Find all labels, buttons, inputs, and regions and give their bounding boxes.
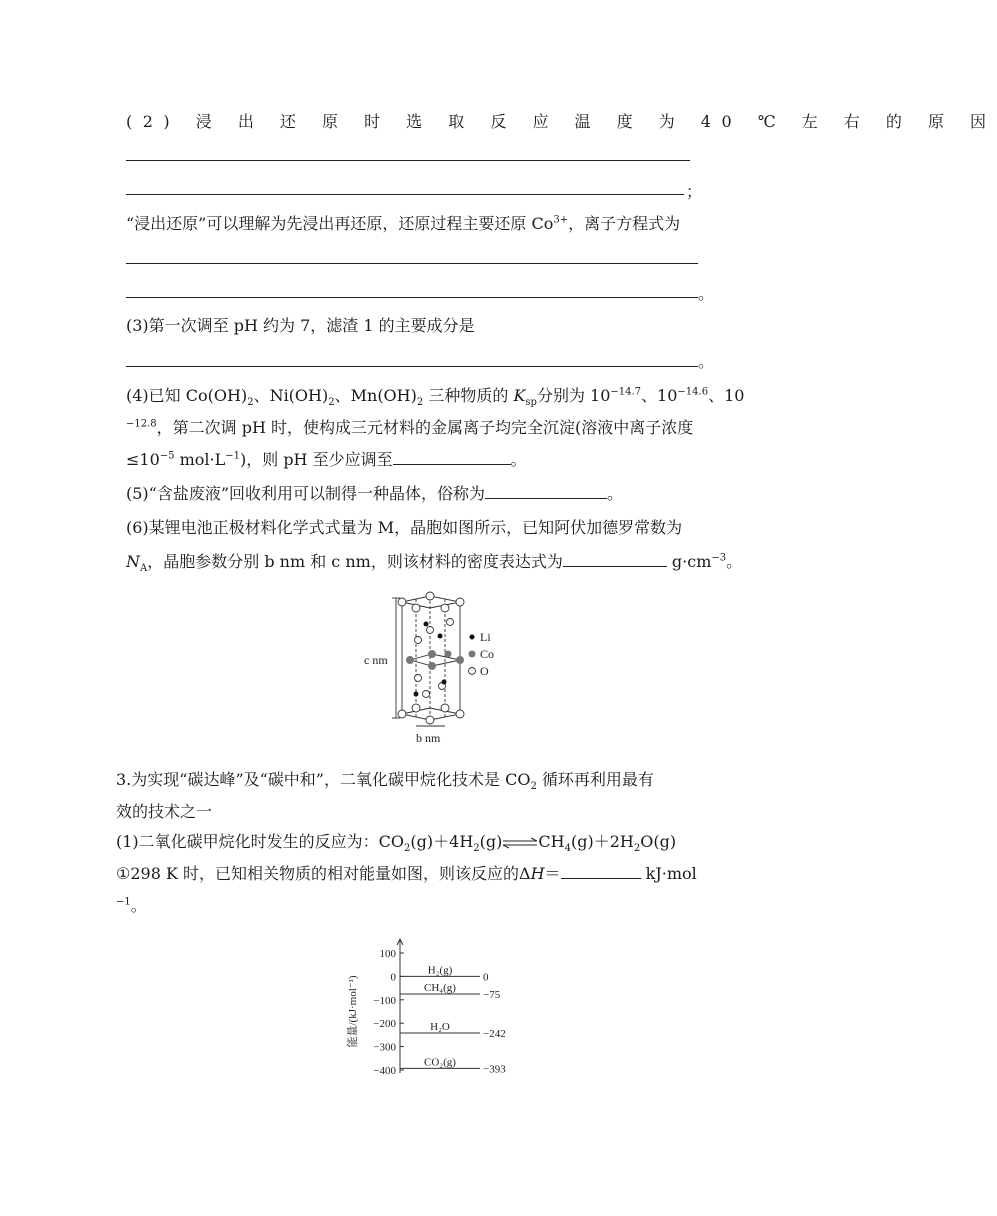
question-3-circle1-line2: $^{-1}$。 — [116, 896, 147, 915]
y-tick-label: 100 — [379, 948, 396, 960]
answer-blank-4[interactable] — [393, 450, 511, 465]
question-6-line2: $N_A$，晶胞参数分别 b nm 和 c nm，则该材料的密度表达式为 $g\cdot cm^{-3}$。 — [126, 552, 743, 575]
period: 。 — [698, 352, 715, 371]
question-4-line1: (4)已知 $Co(OH)_2$、$Ni(OH)_2$、$Mn(OH)_2$ 三种物质的 $K_{sp}$分别为 $10^{-14.7}$、$10^{-14.6}$、10 — [126, 386, 745, 409]
answer-blank-2a[interactable] — [126, 160, 690, 161]
cobalt-atoms — [406, 650, 464, 670]
question-3-intro-line2: 效的技术之一 — [116, 802, 213, 821]
y-tick-label: −400 — [373, 1065, 396, 1077]
question-3-circle1-line1: ①298 K 时，已知相关物质的相对能量如图，则该反应的ΔH＝ kJ·mol — [116, 864, 697, 883]
period: 。 — [698, 284, 715, 303]
energy-level-species: CH₄(g) — [424, 981, 456, 994]
crystal-cell-figure — [360, 590, 520, 752]
legend — [469, 630, 495, 678]
answer-blank-dh[interactable] — [561, 864, 641, 879]
answer-blank-2b[interactable] — [126, 194, 684, 195]
energy-level-species: H₂(g) — [427, 964, 453, 977]
question-3: (3)第一次调至 pH 约为 7，滤渣 1 的主要成分是 — [126, 316, 475, 335]
y-tick-label: −300 — [373, 1041, 396, 1054]
question-4-line2: $^{-12.8}$，第二次调 pH 时，使构成三元材料的金属离子均完全沉淀(溶液中离子浓度 — [126, 418, 694, 437]
question-5: (5)“含盐废液”回收利用可以制得一种晶体，俗称为 。 — [126, 484, 624, 503]
energy-level-value: −75 — [483, 988, 501, 1001]
energy-level-value: −242 — [483, 1028, 506, 1041]
answer-blank-2d[interactable] — [126, 297, 698, 298]
svg-text:Li: Li — [480, 630, 491, 644]
energy-level-species: H₂O — [430, 1021, 450, 1034]
y-axis-label: 能量/(kJ·mol⁻¹) — [347, 975, 359, 1048]
answer-blank-5[interactable] — [485, 484, 607, 499]
equilibrium-arrow-icon — [502, 837, 538, 849]
question-4-line3: $\le 10^{-5}$ $mol\cdot L^{-1}$)，则 pH 至少应调至 。 — [126, 450, 527, 469]
y-tick-label: −200 — [373, 1018, 396, 1031]
y-tick-label: 0 — [390, 971, 396, 984]
question-3-intro-line1: 3.为实现“碳达峰”及“碳中和”，二氧化碳甲烷化技术是 $CO_2$ 循环再利用最有 — [116, 770, 654, 793]
energy-level-chart — [338, 935, 528, 1085]
question-3-part1: (1)二氧化碳甲烷化时发生的反应为：$CO_2(g)+4H_2(g)$ $CH_4(g)+2H_2O(g)$ — [116, 832, 677, 855]
svg-text:Co: Co — [480, 647, 495, 661]
energy-level-species: CO₂(g) — [424, 1056, 456, 1069]
y-tick-label: −100 — [373, 994, 396, 1007]
question-2-line2: “浸出还原”可以理解为先浸出再还原，还原过程主要还原 $Co^{3+}$，离子方程式为 — [126, 214, 681, 233]
answer-blank-2c[interactable] — [126, 263, 698, 264]
answer-blank-3[interactable] — [126, 366, 698, 367]
c-dimension-label: c nm — [364, 653, 388, 667]
energy-level-value: −393 — [483, 1063, 506, 1076]
question-2-line1: (2) 浸 出 还 原 时 选 取 反 应 温 度 为 40 ℃ 左 右 的 原 因 — [126, 112, 997, 131]
b-dimension-label: b nm — [416, 731, 441, 745]
energy-level-value: 0 — [483, 971, 489, 984]
question-6-line1: (6)某锂电池正极材料化学式式量为 M，晶胞如图所示，已知阿伏加德罗常数为 — [126, 518, 683, 537]
semicolon: ； — [686, 182, 703, 201]
answer-blank-6[interactable] — [563, 552, 667, 567]
svg-text:O: O — [480, 664, 489, 678]
